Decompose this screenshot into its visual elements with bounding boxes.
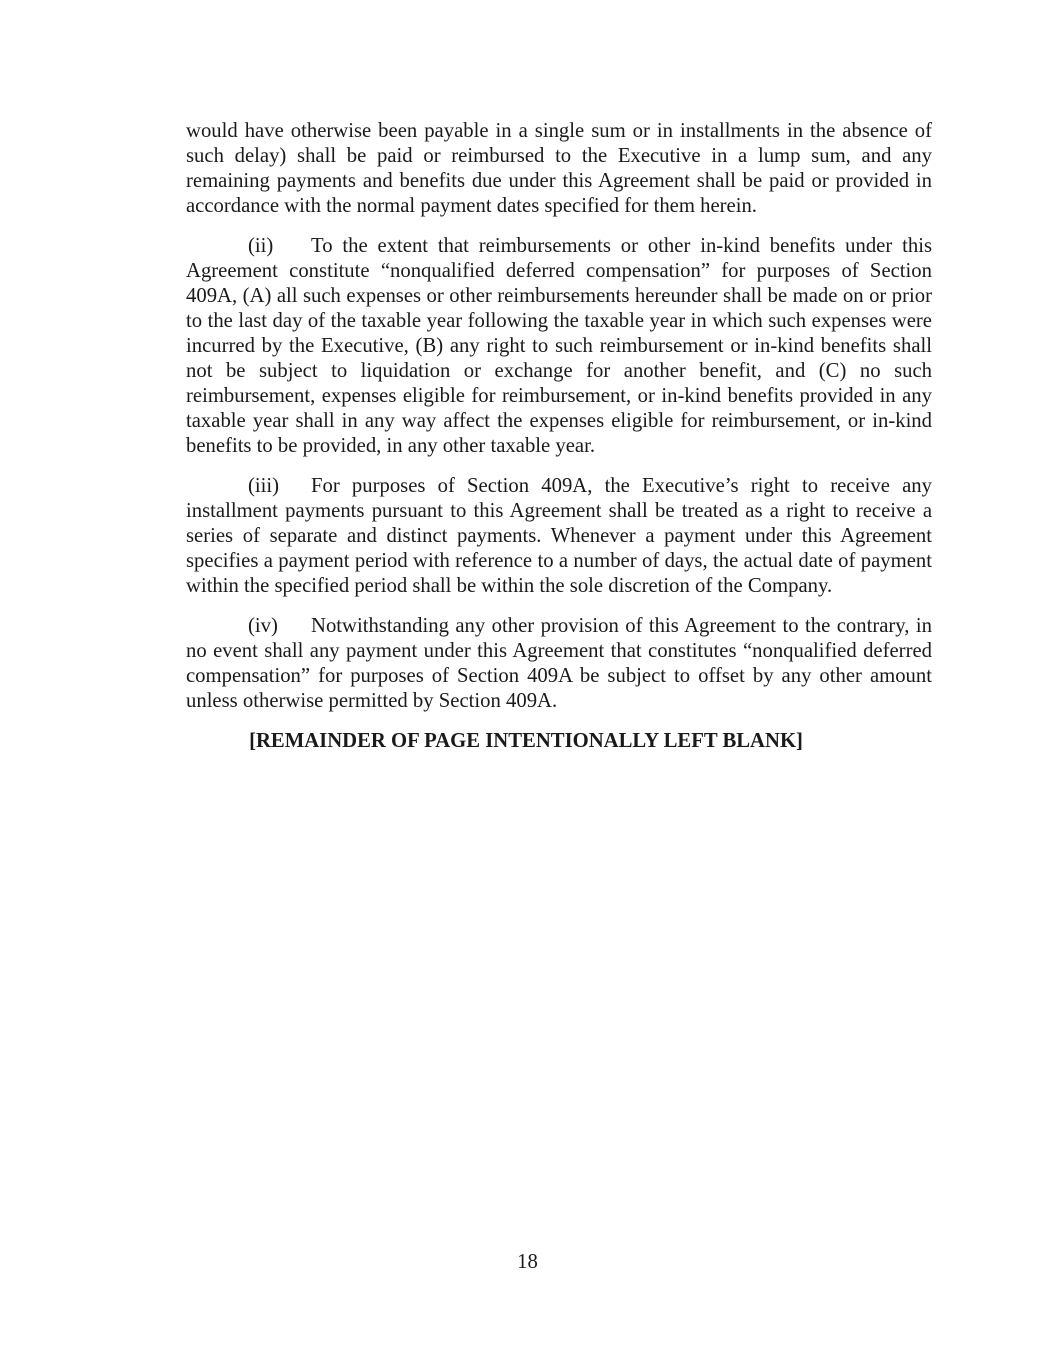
paragraph-text: would have otherwise been payable in a single sum or in installments in the absence of such delay) shall be paid or reimbursed to the Executive in a lump sum, and any remaining payments and benefits due under this Agreement shall be paid or provided in accordance with the normal payment dates specified for them herein. [186, 120, 932, 217]
paragraph-text: For purposes of Section 409A, the Executive’s right to receive any installment payments pursuant to this Agreement shall be treated as a right to receive a series of separate and distinct payments. Whenever a payment under this Agreement specifies a payment period with reference to a number of days, the actual date of payment within the specified period shall be within the sole discretion of the Company. [186, 475, 932, 597]
paragraph-continuation [186, 119, 932, 219]
paragraph-iv [186, 614, 932, 714]
remainder-notice: [REMAINDER OF PAGE INTENTIONALLY LEFT BLANK] [249, 730, 803, 752]
list-marker-iii: (iii) [248, 475, 280, 497]
list-marker-iv: (iv) [248, 615, 278, 637]
paragraph-text: To the extent that reimbursements or other in-kind benefits under this Agreement constitute “nonqualified deferred compensation” for purposes of Section 409A, (A) all such expenses or other reimbursements hereunder shall be made on or prior to the last day of the taxable year following the taxable year in which such expenses were incurred by the Executive, (B) any right to such reimbursement or in-kind benefits shall not be subject to liquidation or exchange for another benefit, and (C) no such reimbursement, expenses eligible for reimbursement, or in-kind benefits provided in any taxable year shall in any way affect the expenses eligible for reimbursement, or in-kind benefits to be provided, in any other taxable year. [186, 235, 932, 457]
paragraph-ii [186, 234, 932, 459]
paragraph-text: Notwithstanding any other provision of this Agreement to the contrary, in no event shall any payment under this Agreement that constitutes “nonqualified deferred compensation” for purposes of Section 409A be subject to offset by any other amount unless otherwise permitted by Section 409A. [186, 615, 932, 712]
list-marker-ii: (ii) [248, 235, 274, 257]
paragraph-iii [186, 474, 932, 599]
page-number: 18 [517, 1251, 538, 1273]
document-body [186, 119, 932, 754]
